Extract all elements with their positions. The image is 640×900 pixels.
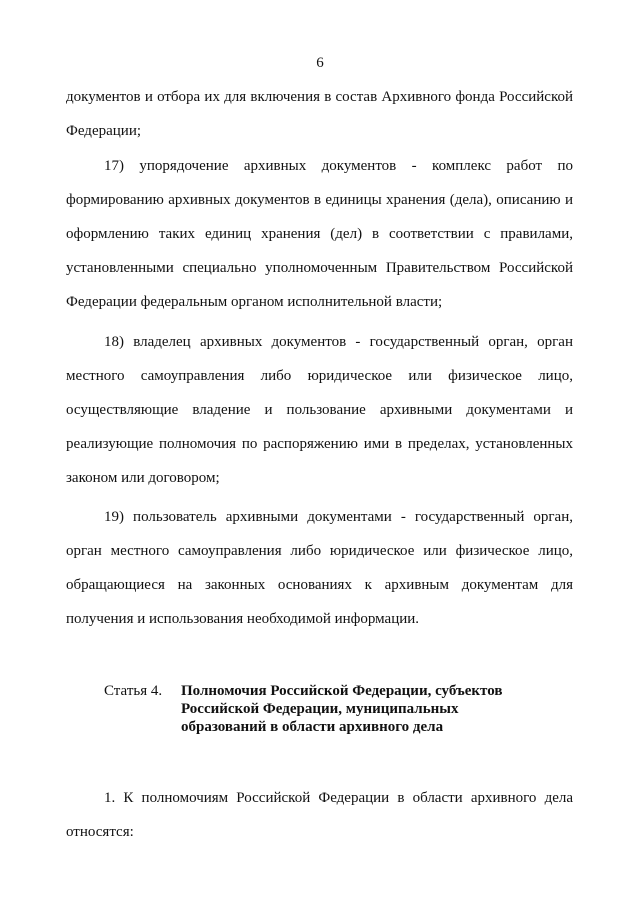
paragraph-item-18: 18) владелец архивных документов - государственный орган, орган местного самоуправления либо юридическое или физическое лицо, осуществляющие владение и пользование архивными документами и реализующие полномочия по распоряжению ими в пределах, установленных законом или договором; (66, 334, 573, 486)
paragraph-item-19: 19) пользователь архивными документами - государственный орган, орган местного самоуправления либо юридическое или физическое лицо, обращающиеся на законных основаниях к архивным документам для получения и использования необходимой информации. (66, 509, 573, 627)
article-label: Статья 4. (104, 683, 163, 699)
page-number: 6 (316, 55, 324, 71)
paragraph-continuation: документов и отбора их для включения в состав Архивного фонда Российской Федерации; (66, 89, 573, 139)
paragraph-item-17: 17) упорядочение архивных документов - комплекс работ по формированию архивных документов в единицы хранения (дела), описанию и оформлению таких единиц хранения (дел) в соответствии с правилами, установленными специально уполномоченным Правительством Российской Федерации федеральным органом исполнительной власти; (66, 158, 573, 310)
article-title: Полномочия Российской Федерации, субъектов Российской Федерации, муниципальных образований в области архивного дела (181, 683, 503, 735)
paragraph-article-4-item-1: 1. К полномочиям Российской Федерации в области архивного дела относятся: (66, 790, 573, 840)
